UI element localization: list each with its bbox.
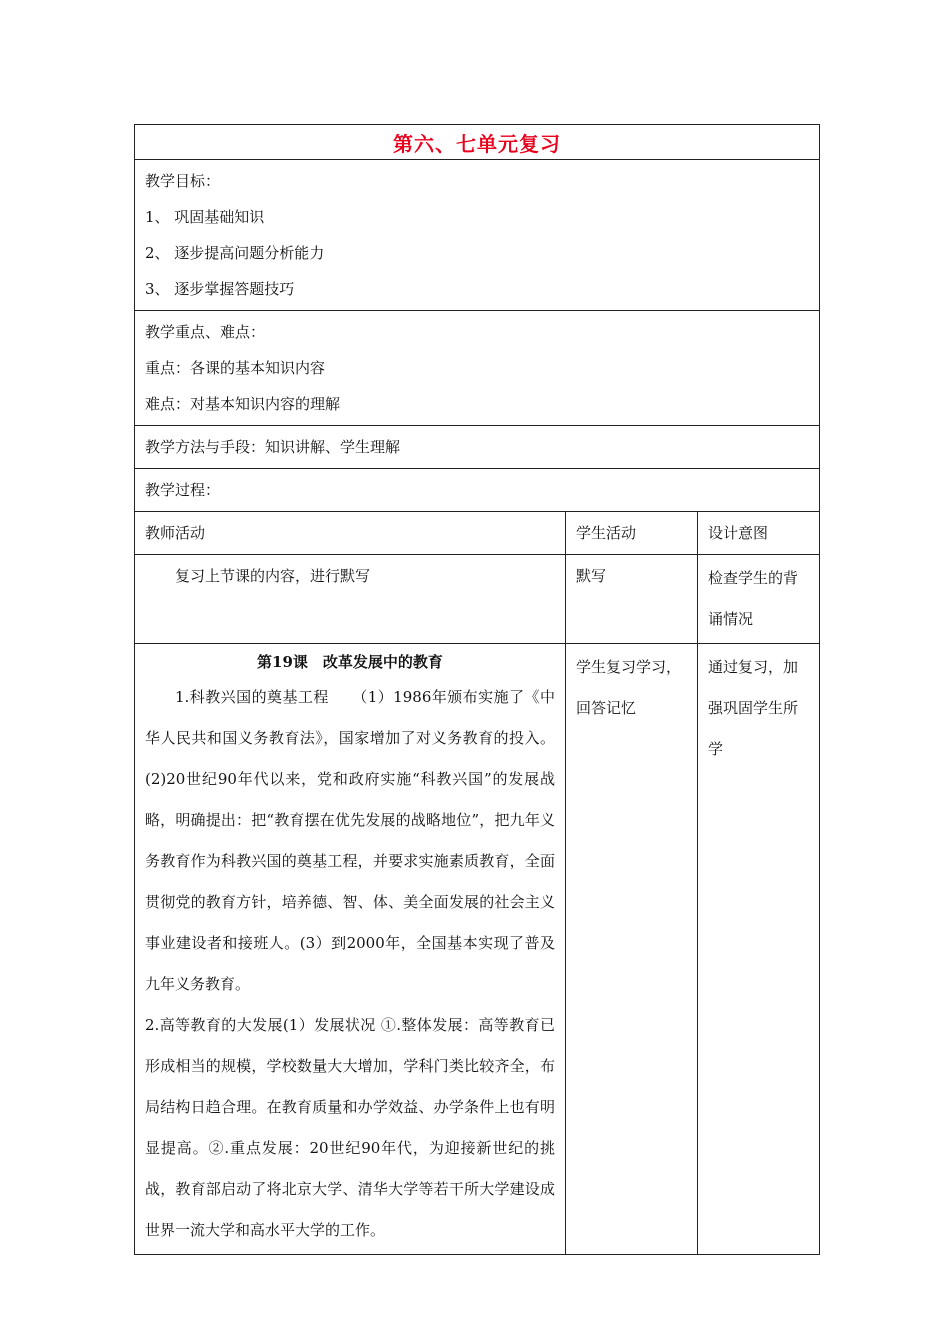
teacher-column-header [135, 512, 566, 555]
lesson-plan-table [134, 124, 820, 1255]
key-points-heading: 教学重点、难点： [145, 323, 266, 341]
row1-student-cell [566, 555, 698, 644]
intent-column-header [698, 512, 820, 555]
teacher-header-label: 教师活动 [145, 524, 206, 542]
intent-header-label: 设计意图 [708, 524, 769, 542]
lesson-paragraph-1: 1.科教兴国的奠基工程 （1）1986年颁布实施了《中华人民共和国义务教育法》，国家增加了对义务教育的投入。(2)20世纪90年代以来，党和政府实施“科教兴国”的发展战略，明确提出：把“教育摆在优先发展的战略地位”，把九年义务教育作为科教兴国的奠基工程，并要求实施素质教育，全面贯彻党的教育方针，培养德、智、体、美全面发展的社会主义事业建设者和接班人。(3）到2000年，全国基本实现了普及九年义务教育。 [145, 688, 555, 993]
objectives-heading: 教学目标： [145, 172, 221, 190]
objective-item: 1、 巩固基础知识 [145, 208, 265, 226]
student-column-header [566, 512, 698, 555]
methods-section [135, 426, 820, 469]
process-heading: 教学过程： [145, 481, 221, 499]
objective-item: 2、 逐步提高问题分析能力 [145, 244, 325, 262]
lesson-paragraph-2: 2.高等教育的大发展(1）发展状况 ①.整体发展：高等教育已形成相当的规模，学校数量大大增加，学科门类比较齐全，布局结构日趋合理。在教育质量和办学效益、办学条件上也有明显提高。②.重点发展：20世纪90年代，为迎接新世纪的挑战，教育部启动了将北京大学、清华大学等若干所大学建设成世界一流大学和高水平大学的工作。 [145, 1016, 555, 1239]
row1-intent-cell [698, 555, 820, 644]
objectives-section [135, 160, 820, 311]
row2-intent-cell [698, 644, 820, 1255]
difficulty-point: 难点：对基本知识内容的理解 [145, 395, 341, 413]
row2-student-text: 学生复习学习，回答记忆 [576, 658, 682, 717]
page-title: 第六、七单元复习 [393, 131, 561, 156]
lesson-plan-page [134, 124, 819, 1255]
process-section [135, 469, 820, 512]
title-cell [135, 125, 820, 160]
lesson-title: 第19课 改革发展中的教育 [257, 653, 443, 671]
key-points-section [135, 311, 820, 426]
row1-teacher-cell [135, 555, 566, 644]
row2-intent-text: 通过复习，加强巩固学生所学 [708, 658, 799, 758]
row1-teacher-text: 复习上节课的内容，进行默写 [175, 567, 371, 585]
methods-text: 教学方法与手段：知识讲解、学生理解 [145, 438, 401, 456]
row1-student-text: 默写 [576, 567, 607, 585]
row2-teacher-cell [135, 644, 566, 1255]
key-point: 重点：各课的基本知识内容 [145, 359, 326, 377]
row1-intent-text: 检查学生的背诵情况 [708, 569, 799, 628]
student-header-label: 学生活动 [576, 524, 637, 542]
row2-student-cell [566, 644, 698, 1255]
objective-item: 3、 逐步掌握答题技巧 [145, 280, 295, 298]
